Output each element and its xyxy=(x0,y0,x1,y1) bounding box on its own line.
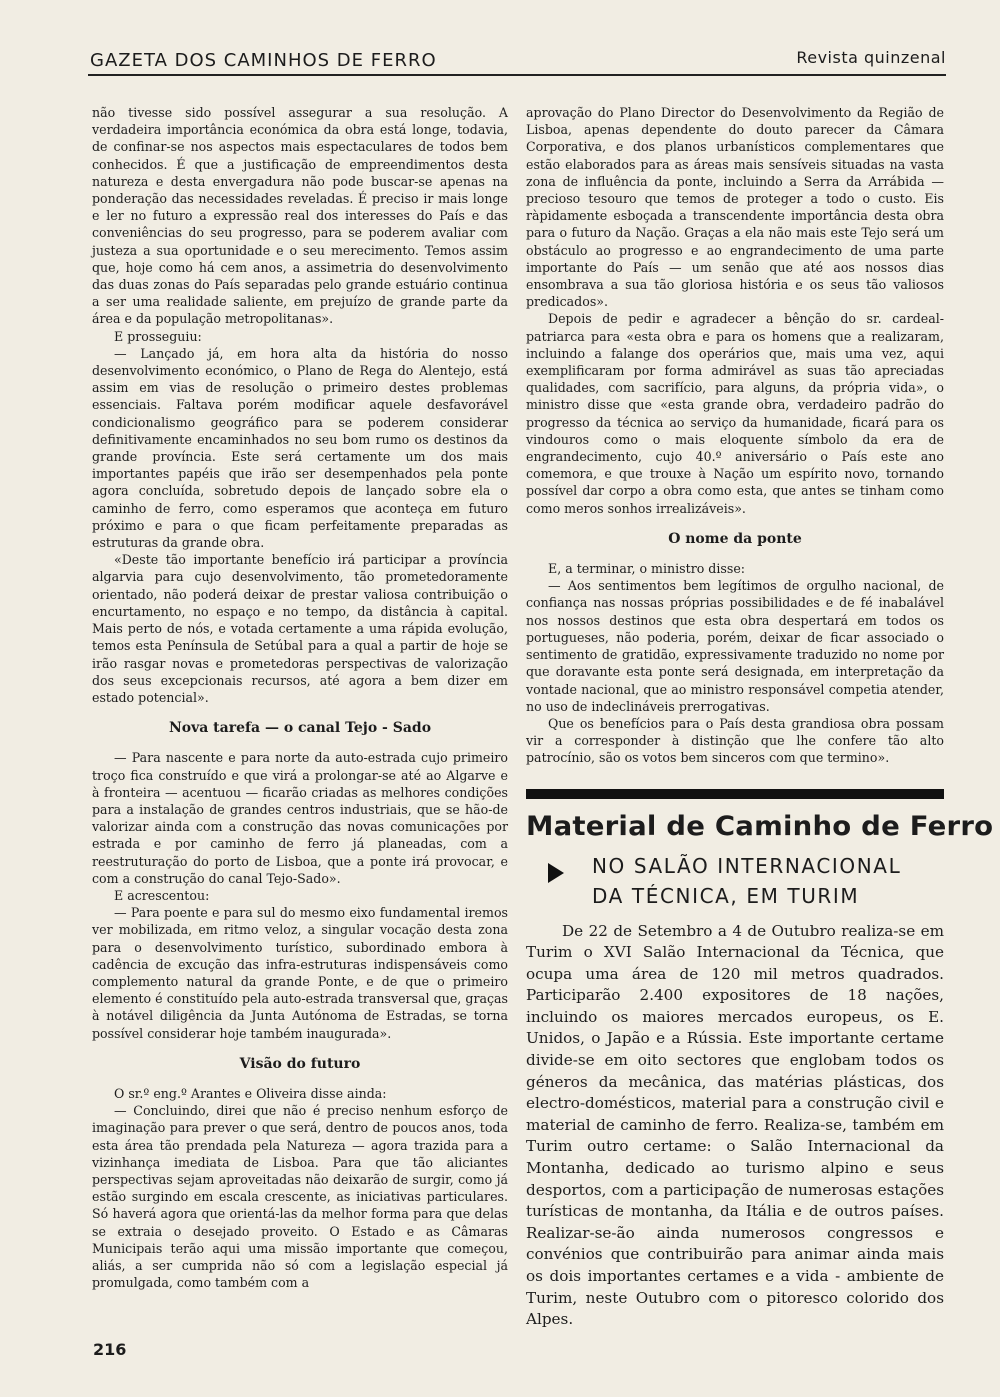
article-body xyxy=(526,921,944,1331)
page-header xyxy=(88,48,946,76)
paragraph: — Para nascente e para norte da auto-estrada cujo primeiro troço fica construído e que virá a prolongar-se até ao Algarve e à fronteira — acentuou — ficarão criadas as melhores condições para a instalação de grandes centros industriais, que se hão-de valorizar ainda com a construção das novas comunicações por estrada e por caminho de ferro já planeadas, com a reestruturação do porto de Lisboa, que a ponte irá provocar, e com a construção do canal Tejo-Sado». xyxy=(92,750,508,886)
magazine-frequency: Revista quinzenal xyxy=(796,48,946,67)
left-column xyxy=(92,104,508,1291)
paragraph: — Lançado já, em hora alta da história do nosso desenvolvimento económico, o Plano de Rega do Alentejo, está assim em vias de resolução o primeiro destes problemas essenciais. Faltava porém modificar aquele desfavorável condicionalismo geográfico para se poderem considerar definitivamente encaminhados no seu bom rumo os destinos da grande província. Este será certamente um dos mais importantes papéis que irão ser desempenhados pela ponte agora concluída, sobretudo depois de lançado sobre ela o caminho de ferro, como esperamos que aconteça em futuro próximo e para o que ficam perfeitamente preparadas as estruturas da grande obra. xyxy=(92,345,508,551)
paragraph: Depois de pedir e agradecer a bênção do sr. cardeal-patriarca para «esta obra e para os homens que a realizaram, incluindo a falange dos operários que, mais uma vez, aqui exemplificaram por forma admirável as suas tão apreciadas qualidades, com sacrifício, para alguns, da própria vida», o ministro disse que «esta grande obra, verdadeiro padrão do progresso da técnica ao serviço da humanidade, ficará para os vindouros como o mais eloquente símbolo da era de engrandecimento, cujo 40.º aniversário o País este ano comemora, e que trouxe à Nação um espírito novo, tornando possível dar corpo a obra como esta, que antes se tinham como como meros sonhos irrealizáveis». xyxy=(526,311,944,516)
section-heading: Nova tarefa — o canal Tejo - Sado xyxy=(168,720,432,737)
paragraph: aprovação do Plano Director do Desenvolvimento da Região de Lisboa, apenas dependente do douto parecer da Câmara Corporativa, e dos planos urbanísticos complementares que estão elaborados para as áreas mais sensíveis situadas na vasta zona de influência da ponte, incluindo a Serra da Arrábida — precioso tesouro que temos de proteger a todo o custo. Eis ràpidamente esboçada a transcendente importância desta obra para o futuro da Nação. Graças a ela não mais este Tejo será um obstáculo ao progresso e ao engrandecimento de uma parte importante do País — um senão que até aos nossos dias ensombrava a sua tão gloriosa história e os seus tão valiosos predicados». xyxy=(526,105,944,310)
subtitle-line: DA TÉCNICA, EM TURIM xyxy=(592,883,860,908)
section-heading: O nome da ponte xyxy=(668,530,802,547)
paragraph: De 22 de Setembro a 4 de Outubro realiza-se em Turim o XVI Salão Internacional da Técnica, que ocupa uma área de 120 mil metros quadrados. Participarão 2.400 expositores de 18 nações, incluindo os maiores mercados europeus, os E. Unidos, o Japão e a Rússia. Este importante certame divide-se em oito sectores que englobam todos os géneros da mecânica, das matérias plásticas, dos electro-domésticos, material para a construção civil e material de caminho de ferro. Realiza-se, também em Turim outro certame: o Salão Internacional da Montanha, dedicado ao turismo alpino e seus desportos, com a participação de numerosas estações turísticas de montanha, da Itália e de outros países. Realizar-se-ão ainda numerosos congressos e convénios que contribuirão para animar ainda mais os dois importantes certames e a vida - ambiente de Turim, neste Outubro com o pitoresco colorido dos Alpes. xyxy=(526,921,944,1329)
paragraph: O sr.º eng.º Arantes e Oliveira disse ainda: xyxy=(114,1085,387,1101)
article-title: Material de Caminho de Ferro xyxy=(526,810,994,842)
paragraph: E acrescentou: xyxy=(114,887,210,903)
paragraph: Que os benefícios para o País desta grandiosa obra possam vir a corresponder à distinção que lhe confere tão alto patrocínio, são os votos bem sinceros com que termino». xyxy=(526,715,944,766)
section-divider xyxy=(526,789,944,799)
right-column xyxy=(526,104,994,1331)
subtitle-line: NO SALÃO INTERNACIONAL xyxy=(592,853,902,878)
paragraph: — Aos sentimentos bem legítimos de orgulho nacional, de confiança nas nossas próprias possibilidades e de fé inabalável nos nossos destinos que esta obra despertará em todos os portugueses, não poderia, porém, deixar de ficar associado o sentimento de gratidão, expressivamente traduzido no nome por que doravante esta ponte será designada, em interpretação da vontade nacional, que ao ministro responsável competia atender, no uso de indeclináveis prerrogativas. xyxy=(526,578,944,714)
paragraph: não tivesse sido possível assegurar a sua resolução. A verdadeira importância económica da obra está longe, todavia, de confinar-se nos aspectos mais espectaculares de todos bem conhecidos. É que a justificação de empreendimentos desta natureza e desta envergadura não pode buscar-se apenas na ponderação das necessidades reveladas. É preciso ir mais longe e ler no futuro a expressão real dos interesses do País e das conveniências do seu progresso, para se poderem avaliar com justeza a sua oportunidade e o seu merecimento. Temos assim que, hoje como há cem anos, a assimetria do desenvolvimento das duas zonas do País separadas pelo grande estuário continua a ser uma realidade saliente, em prejuízo de grande parte da área e da população metropolitanas». xyxy=(92,105,508,327)
paragraph: «Deste tão importante benefício irá participar a província algarvia para cujo desenvolvimento, tão prometedoramente orientado, não poderá deixar de prestar valiosa contribuição o encurtamento, no espaço e no tempo, da distância à capital. Mais perto de nós, e votada certamente a uma rápida evolução, temos esta Península de Setúbal para a qual a partir de hoje se irão rasgar novas e prometedoras perspectivas de valorização dos seus excepcionais recursos, até agora a bem dizer em estado potencial». xyxy=(92,552,508,705)
article-subtitle xyxy=(526,851,944,911)
magazine-title: GAZETA DOS CAMINHOS DE FERRO xyxy=(90,50,437,71)
section-heading: Visão do futuro xyxy=(239,1055,361,1072)
paragraph: E prosseguiu: xyxy=(114,328,202,344)
page-number: 216 xyxy=(93,1340,127,1359)
paragraph: E, a terminar, o ministro disse: xyxy=(548,561,746,577)
paragraph: — Para poente e para sul do mesmo eixo fundamental iremos ver mobilizada, em ritmo veloz, a singular vocação desta zona para o desenvolvimento turístico, subordinado embora à cadência de excução das infra-estruturas indispensáveis como complemento natural da grande Ponte, e de que o primeiro elemento é constituído pela auto-estrada transversal que, graças à notável diligência da Junta Autónoma de Estradas, se torna possível considerar hoje também inaugurada». xyxy=(92,905,508,1041)
paragraph: — Concluindo, direi que não é preciso nenhum esforço de imaginação para prever o que será, dentro de poucos anos, toda esta área tão prendada pela Natureza — agora trazida para a vizinhança imediata de Lisboa. Para que tão aliciantes perspectivas sejam aproveitadas não deixarão de surgir, como já estão surgindo em escala crescente, as iniciativas particulares. Só haverá agora que orientá-las da melhor forma para que delas se extraia o desejado proveito. O Estado e as Câmaras Municipais terão aqui uma missão importante que começou, aliás, a ser cumprida não só com a legislação especial já promulgada, como também com a xyxy=(92,1103,508,1291)
triangle-arrow-icon xyxy=(548,863,564,883)
